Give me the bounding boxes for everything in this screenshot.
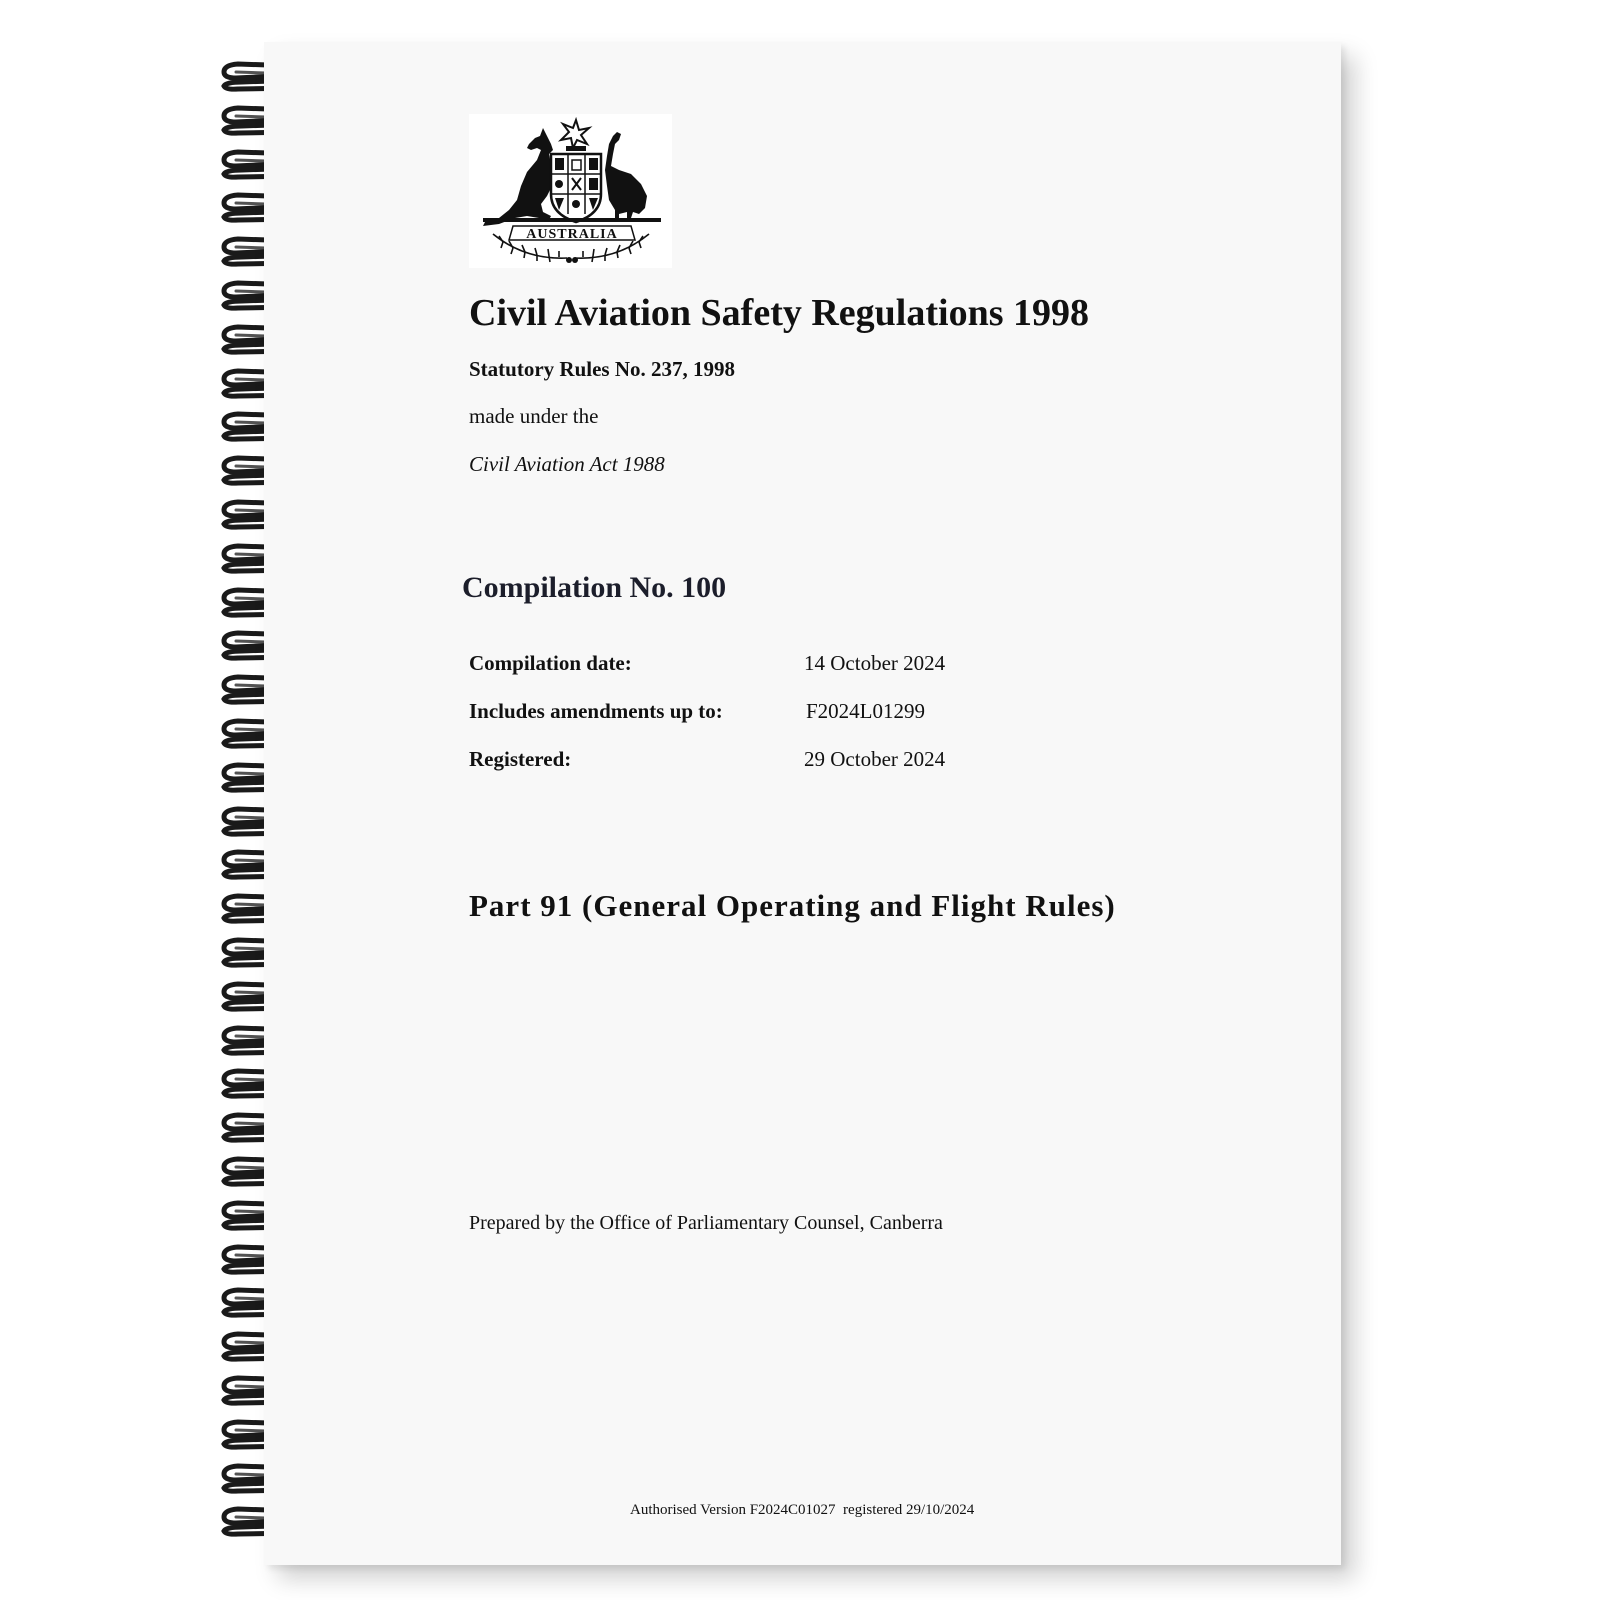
registered-value: 29 October 2024 bbox=[804, 747, 946, 771]
amendments-label: Includes amendments up to: bbox=[469, 699, 723, 723]
registered-label: Registered: bbox=[469, 747, 572, 771]
made-under-text: made under the bbox=[469, 404, 599, 428]
authorised-version-footer: Authorised Version F2024C01027 registered 29/10/2024 bbox=[630, 1502, 975, 1518]
emu-icon bbox=[605, 132, 647, 220]
star-icon bbox=[561, 120, 589, 148]
enabling-act: Civil Aviation Act 1988 bbox=[469, 452, 665, 476]
compilation-date-label: Compilation date: bbox=[469, 651, 632, 675]
document-title: Civil Aviation Safety Regulations 1998 bbox=[469, 292, 1089, 334]
prepared-by-text: Prepared by the Office of Parliamentary Counsel, Canberra bbox=[469, 1212, 943, 1234]
part-heading: Part 91 (General Operating and Flight Rules) bbox=[469, 888, 1116, 923]
kangaroo-icon bbox=[483, 128, 553, 226]
statutory-rules-number: Statutory Rules No. 237, 1998 bbox=[469, 357, 735, 381]
coat-of-arms-icon bbox=[469, 114, 672, 268]
document-page bbox=[264, 42, 1341, 1565]
amendments-value: F2024L01299 bbox=[806, 699, 926, 723]
compilation-heading: Compilation No. 100 bbox=[462, 571, 727, 604]
compilation-date-value: 14 October 2024 bbox=[804, 651, 946, 675]
crest-motto: AUSTRALIA bbox=[526, 227, 618, 242]
